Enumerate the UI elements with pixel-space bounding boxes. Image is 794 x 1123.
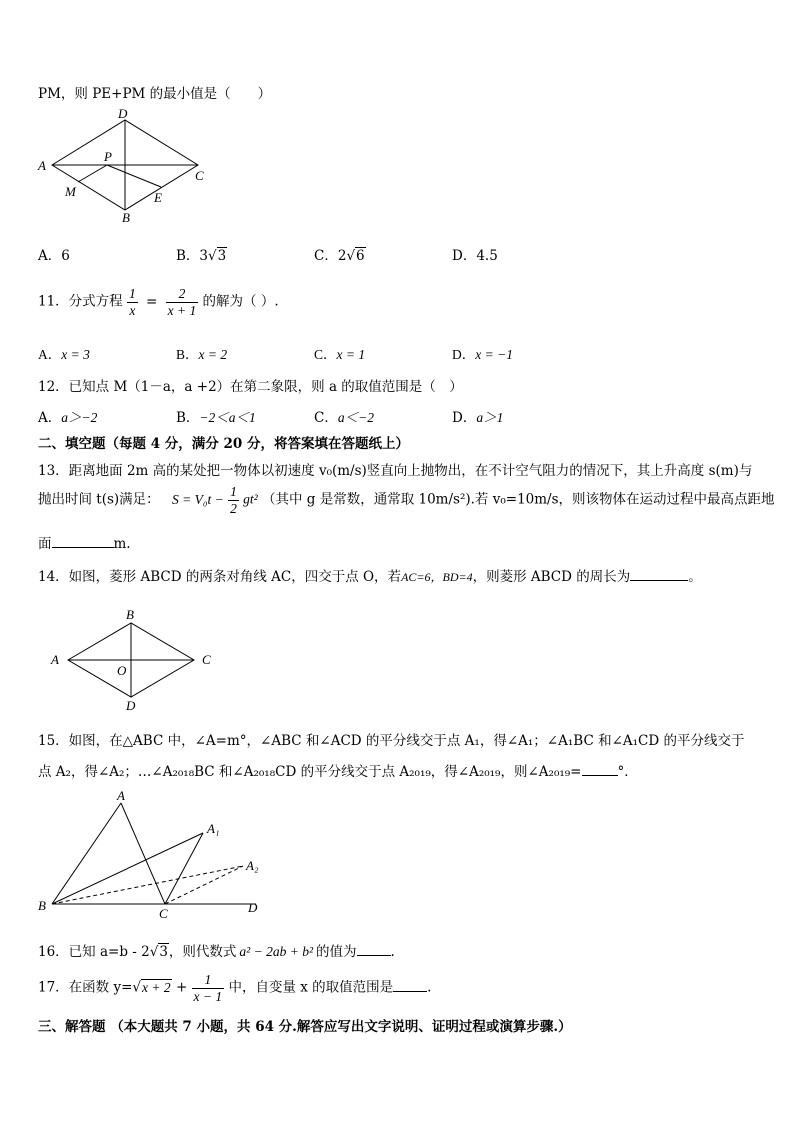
label-O: O	[117, 663, 127, 678]
q13-answer-blank[interactable]	[52, 547, 114, 548]
q12-option-a: A．a＞−2	[38, 410, 98, 426]
q17-answer-blank[interactable]	[393, 991, 427, 992]
q11-option-d: D．x = −1	[452, 347, 513, 362]
label-D: D	[126, 698, 136, 713]
q12-option-d: D．a＞1	[452, 410, 504, 426]
section-3-heading: 三、解答题 （本大题共 7 小题，共 64 分.解答应写出文字说明、证明过程或演算步骤.）	[38, 1019, 572, 1035]
q12-option-c: C．a＜−2	[314, 410, 374, 426]
label-C: C	[159, 906, 168, 920]
q17-stem: 17．在函数 y=√x + 2 + $\frac{1}{x - 1}$ 中，自变量 x 的取值范围是 .	[38, 972, 432, 1004]
label-D: D	[248, 900, 258, 915]
label-P: P	[104, 149, 112, 164]
q10-option-a: A．6	[38, 248, 70, 264]
q10-option-c: C．2√6	[314, 248, 365, 264]
q10-option-d: D．4.5	[452, 248, 498, 264]
section-2-heading: 二、填空题（每题 4 分，满分 20 分，将答案填在答题纸上）	[38, 436, 409, 452]
q16-answer-blank[interactable]	[357, 955, 391, 956]
q15-answer-blank[interactable]	[582, 775, 618, 776]
q11-option-b: B．x = 2	[176, 347, 228, 362]
label-B: B	[126, 607, 134, 622]
q10-stem-tail: PM，则 PE+PM 的最小值是（ ）	[38, 86, 272, 102]
q13-line3: 面 m.	[38, 536, 131, 552]
label-M: M	[65, 184, 76, 199]
label-A2: A₂	[246, 858, 259, 873]
label-C: C	[202, 652, 211, 667]
label-A: A	[51, 652, 59, 667]
q11-stem: 11．分式方程 $\frac{1}{x}$ = $\frac{2}{x + 1}$ 的解为（ ）.	[38, 286, 279, 318]
label-A: A	[117, 788, 125, 803]
q12-option-b: B．−2＜a＜1	[176, 410, 256, 426]
q15-line2: 点 A₂，得∠A₂；…∠A₂₀₁₈BC 和∠A₂₀₁₈CD 的平分线交于点 A₂₀₁₉，得∠A₂₀₁₉，则∠A₂₀₁₉= °．	[38, 764, 638, 780]
q14-stem: 14．如图，菱形 ABCD 的两条对角线 AC，四交于点 O，若AC=6，BD=4，则菱形 ABCD 的周长为 。	[38, 569, 702, 585]
q13-line1: 13．距离地面 2m 高的某处把一物体以初速度 v₀(m/s)竖直向上抛物出，在不计空气阻力的情况下，其上升高度 s(m)与	[38, 463, 753, 479]
label-B: B	[38, 898, 46, 913]
q16-stem: 16．已知 a=b - 2√3，则代数式 a² − 2ab + b² 的值为 .	[38, 944, 395, 960]
q11-option-c: C．x = 1	[314, 347, 366, 362]
label-B: B	[122, 210, 130, 225]
q11-option-a: A．x = 3	[38, 347, 90, 362]
q14-answer-blank[interactable]	[630, 580, 688, 581]
label-D: D	[118, 108, 128, 121]
label-A1: A₁	[207, 821, 220, 836]
q15-triangle-figure	[30, 786, 280, 920]
q10-option-b: B．3√3	[176, 248, 227, 264]
q10-rhombus-figure	[30, 108, 220, 226]
q14-rhombus-figure	[48, 606, 228, 714]
q12-stem: 12．已知点 M（1－a，a +2）在第二象限，则 a 的取值范围是（ ）	[38, 379, 463, 395]
label-C: C	[195, 168, 204, 183]
q15-line1: 15．如图，在△ABC 中，∠A=m°，∠ABC 和∠ACD 的平分线交于点 A₁，得∠A₁；∠A₁BC 和∠A₁CD 的平分线交于	[38, 733, 745, 749]
label-E: E	[154, 190, 162, 205]
q13-line2: 抛出时间 t(s)满足： S = V₀t − $\frac{1}{2}$ gt² （其中 g 是常数，通常取 10m/s²).若 v₀=10m/s，则该物体在运动过程中最高点距地	[38, 484, 775, 516]
label-A: A	[38, 158, 46, 173]
